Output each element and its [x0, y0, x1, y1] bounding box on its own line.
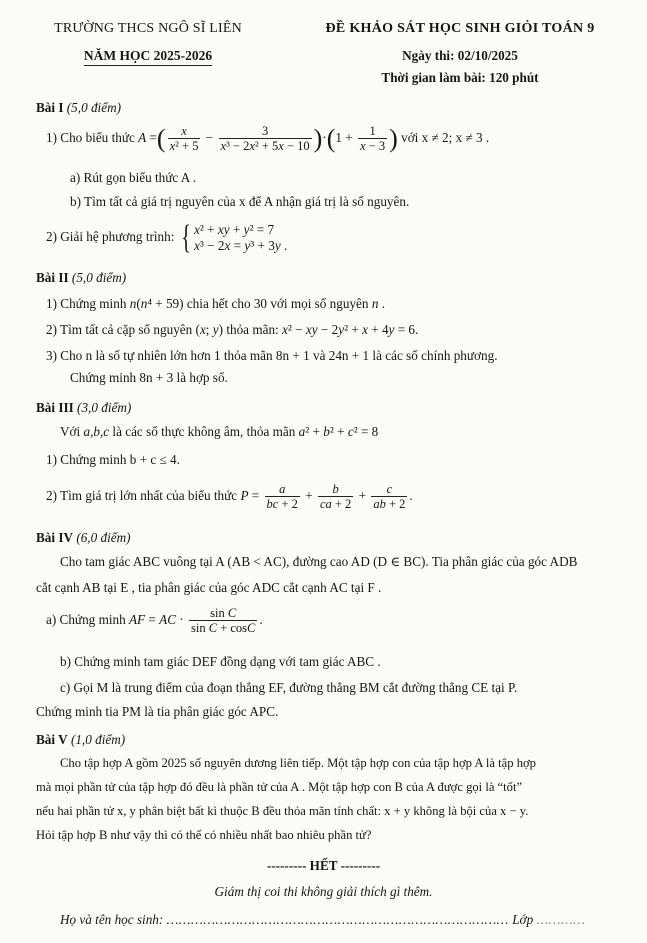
- bai1-qb: b) Tìm tất cả giá trị nguyên của x để A nhận giá trị là số nguyên.: [70, 194, 410, 209]
- bai5-line-2: mà mọi phần tử của tập hợp đó đều là phần tử của A . Một tập hợp con B của A được gọi là “tốt”: [36, 780, 523, 794]
- q2-text: 2) Tìm giá trị lớn nhất của biểu thức: [46, 488, 238, 503]
- bai1-q2: 2) Giải hệ phương trình: { x² + xy + y² = 7 x³ − 2x = y³ + 3y .: [46, 218, 288, 256]
- bai3-q2: [46, 476, 413, 516]
- section-points: (5,0 điểm): [71, 270, 127, 285]
- bai2-q3b: Chứng minh 8n + 3 là hợp số.: [70, 370, 228, 385]
- formula-AF: AF = AC · $\frac{\text{sin C}}{\text{sin C + cosC}}$ .: [128, 606, 263, 636]
- exam-title: ĐỀ KHẢO SÁT HỌC SINH GIỎI TOÁN 9: [325, 21, 595, 36]
- bai1-q1: [46, 118, 489, 158]
- class-dotted-line: …………: [536, 912, 586, 927]
- q1-text: chia hết cho 30 với mọi số nguyên: [186, 296, 369, 311]
- bai5-line-1: Cho tập hợp A gồm 2025 số nguyên dương liên tiếp. Một tập hợp con của tập hợp A là tập hợp: [60, 756, 536, 770]
- section-points: (5,0 điểm): [66, 100, 121, 115]
- bai4-qc-1: c) Gọi M là trung điểm của đoạn thẳng EF, đường thẳng BM cắt đường thẳng CE tại P.: [60, 680, 518, 695]
- section-title: Bài V: [36, 732, 68, 747]
- school-name: TRƯỜNG THCS NGÔ SĨ LIÊN: [54, 21, 242, 36]
- proctor-note: Giám thị coi thi không giải thích gì thêm.: [214, 884, 433, 899]
- name-dotted-line: …………………………………………………………………………: [166, 912, 509, 927]
- exam-date: Ngày thi: 02/10/2025: [402, 47, 518, 63]
- section-heading-5: [36, 732, 125, 749]
- section-title: Bài I: [36, 100, 64, 115]
- q2-text: thỏa mãn:: [226, 322, 279, 337]
- section-heading-3: [36, 400, 131, 417]
- bai4-qc-2: Chứng minh tia PM là tia phân giác góc APC.: [36, 704, 279, 719]
- bai2-q3a: 3) Cho n là số tự nhiên lớn hơn 1 thỏa mãn 8n + 1 và 24n + 1 là các số chính phương.: [46, 348, 498, 363]
- qa-text: a) Chứng minh: [46, 612, 126, 627]
- bai5-line-4: Hỏi tập hợp B như vậy thì có thể có nhiều nhất bao nhiêu phần tử?: [36, 828, 372, 842]
- condition-text: với x ≠ 2; x ≠ 3 .: [401, 130, 490, 145]
- section-title: Bài IV: [36, 530, 74, 545]
- bai4-intro-1: Cho tam giác ABC vuông tại A (AB < AC), đường cao AD (D ∈ BC). Tia phân giác của góc ADB: [60, 554, 578, 569]
- section-points: (6,0 điểm): [76, 530, 131, 545]
- section-heading-4: [36, 530, 131, 547]
- bai4-qb: b) Chứng minh tam giác DEF đồng dạng với tam giác ABC .: [60, 654, 381, 669]
- bai4-qa: [46, 600, 263, 640]
- section-points: (1,0 điểm): [70, 732, 126, 747]
- school-year: NĂM HỌC 2025-2026: [84, 48, 212, 67]
- school-header: [18, 20, 278, 66]
- intro-text: là các số thực không âm, thỏa mãn: [112, 424, 296, 439]
- end-marker: --------- HẾT ---------: [266, 858, 381, 873]
- bai4-intro-2: cắt cạnh AB tại E , tia phân giác của góc ADC cắt cạnh AC tại F .: [36, 580, 382, 595]
- student-info-line: [60, 912, 585, 929]
- exam-header: [285, 20, 635, 87]
- bai2-q1: 1) Chứng minh n(n⁴ + 59) chia hết cho 30 với mọi số nguyên n .: [46, 296, 385, 311]
- section-points: (3,0 điểm): [77, 400, 132, 415]
- bai3-q1: 1) Chứng minh b + c ≤ 4.: [46, 452, 180, 467]
- section-heading-1: [36, 100, 121, 117]
- bai1-qa: a) Rút gọn biểu thức A .: [70, 170, 197, 185]
- section-title: Bài II: [36, 270, 69, 285]
- bai5-line-3: nếu hai phần tử x, y phân biệt bất kì thuộc B đều thỏa mãn tính chất: x + y không là bội của x − y.: [36, 804, 529, 818]
- bai2-q2: 2) Tìm tất cả cặp số nguyên (x; y) thỏa mãn: x² − xy − 2y² + x + 4y = 6.: [46, 322, 419, 337]
- class-label: Lớp: [512, 912, 534, 927]
- name-label: Họ và tên học sinh:: [60, 912, 164, 927]
- section-title: Bài III: [36, 400, 74, 415]
- q1-text: 1) Cho biểu thức: [46, 130, 135, 145]
- bai3-intro: Với a,b,c là các số thực không âm, thỏa mãn a² + b² + c² = 8: [60, 424, 379, 439]
- formula-A: A =( $\frac{x}{\text{x² + 5}}$ − $\frac{3}{\text{x³ − 2x² + 5x − 10}}$ )·(1 + $\frac{1}{x - 3}$ ): [138, 123, 398, 154]
- section-heading-2: [36, 270, 126, 287]
- exam-duration: Thời gian làm bài: 120 phút: [381, 70, 539, 85]
- equation-system: x² + xy + y² = 7 x³ − 2x = y³ + 3y .: [194, 221, 288, 253]
- q2-text: 2) Giải hệ phương trình:: [46, 229, 175, 244]
- formula-P: P = $\frac{a}{bc + 2}$ + $\frac{b}{ca + 2}$ + $\frac{c}{ab + 2}$ .: [240, 482, 413, 512]
